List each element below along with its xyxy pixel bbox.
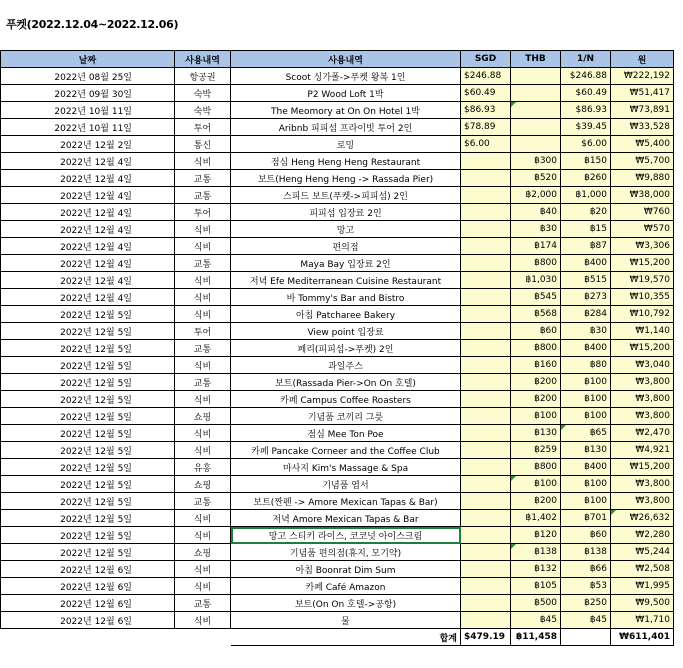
table-row	[1, 374, 674, 391]
per-person-cell[interactable]: ฿250	[561, 595, 611, 612]
date-cell[interactable]: 2022년 12월 5일	[1, 476, 175, 493]
per-person-cell[interactable]: ฿20	[561, 204, 611, 221]
table-row	[1, 238, 674, 255]
table-row	[1, 408, 674, 425]
per-person-cell[interactable]: ฿45	[561, 612, 611, 629]
date-cell[interactable]: 2022년 10월 11일	[1, 102, 175, 119]
thb-cell[interactable]: ฿1,030	[511, 272, 561, 289]
won-cell[interactable]: ₩222,192	[611, 68, 674, 85]
sgd-cell[interactable]: $6.00	[461, 136, 511, 153]
description-cell[interactable]: 카페 Campus Coffee Roasters	[231, 391, 461, 408]
per-person-cell[interactable]: ฿701	[561, 510, 611, 527]
category-cell[interactable]: 식비	[175, 221, 231, 238]
per-person-cell[interactable]: $86.93	[561, 102, 611, 119]
table-row	[1, 119, 674, 136]
per-person-cell[interactable]: ฿138	[561, 544, 611, 561]
table-row	[1, 153, 674, 170]
won-cell[interactable]: ₩3,800	[611, 374, 674, 391]
sgd-cell[interactable]	[461, 323, 511, 340]
total-row	[1, 629, 674, 646]
date-cell[interactable]: 2022년 10월 11일	[1, 119, 175, 136]
won-cell[interactable]: ₩3,800	[611, 391, 674, 408]
won-cell[interactable]: ₩10,355	[611, 289, 674, 306]
header-sgd[interactable]: SGD	[461, 51, 511, 68]
table-row	[1, 221, 674, 238]
thb-cell[interactable]: ฿130	[511, 425, 561, 442]
category-cell[interactable]: 식비	[175, 561, 231, 578]
table-row	[1, 340, 674, 357]
per-person-cell[interactable]: ฿260	[561, 170, 611, 187]
header-category[interactable]: 사용내역	[175, 51, 231, 68]
category-cell[interactable]: 식비	[175, 357, 231, 374]
per-person-cell[interactable]: ฿87	[561, 238, 611, 255]
sgd-cell[interactable]	[461, 442, 511, 459]
table-row	[1, 255, 674, 272]
category-cell[interactable]: 식비	[175, 510, 231, 527]
description-cell[interactable]: The Meomory at On On Hotel 1박	[231, 102, 461, 119]
won-cell[interactable]: ₩5,400	[611, 136, 674, 153]
date-cell[interactable]: 2022년 12월 5일	[1, 408, 175, 425]
won-cell[interactable]: ₩1,995	[611, 578, 674, 595]
thb-cell[interactable]: ฿520	[511, 170, 561, 187]
per-person-cell[interactable]: $60.49	[561, 85, 611, 102]
date-cell[interactable]: 2022년 12월 5일	[1, 306, 175, 323]
header-description[interactable]: 사용내역	[231, 51, 461, 68]
per-person-cell[interactable]: ฿400	[561, 340, 611, 357]
thb-cell[interactable]: ฿60	[511, 323, 561, 340]
per-person-cell[interactable]: $39.45	[561, 119, 611, 136]
thb-cell[interactable]	[511, 136, 561, 153]
description-cell[interactable]: 보트(On On 호텔->공항)	[231, 595, 461, 612]
category-cell[interactable]: 식비	[175, 612, 231, 629]
table-row	[1, 595, 674, 612]
date-cell[interactable]: 2022년 12월 5일	[1, 544, 175, 561]
thb-cell[interactable]	[511, 68, 561, 85]
date-cell[interactable]: 2022년 12월 5일	[1, 391, 175, 408]
category-cell[interactable]: 투어	[175, 204, 231, 221]
won-cell[interactable]: ₩73,891	[611, 102, 674, 119]
thb-cell[interactable]: ฿160	[511, 357, 561, 374]
table-row	[1, 187, 674, 204]
won-cell[interactable]: ₩570	[611, 221, 674, 238]
description-cell[interactable]: 피피섬 입장료 2인	[231, 204, 461, 221]
category-cell[interactable]: 식비	[175, 425, 231, 442]
thb-cell[interactable]: ฿45	[511, 612, 561, 629]
date-cell[interactable]: 2022년 12월 5일	[1, 323, 175, 340]
category-cell[interactable]: 교통	[175, 170, 231, 187]
description-cell[interactable]: 물	[231, 612, 461, 629]
per-person-cell[interactable]: ฿150	[561, 153, 611, 170]
description-cell[interactable]: 기념품 편의점(휴지, 모기약)	[231, 544, 461, 561]
won-cell[interactable]: ₩10,792	[611, 306, 674, 323]
per-person-cell[interactable]: ฿100	[561, 476, 611, 493]
sgd-cell[interactable]	[461, 289, 511, 306]
empty-cell	[175, 629, 231, 646]
category-cell[interactable]: 투어	[175, 119, 231, 136]
description-cell[interactable]: 기념품 엽서	[231, 476, 461, 493]
date-cell[interactable]: 2022년 12월 4일	[1, 187, 175, 204]
per-person-cell[interactable]: ฿65	[561, 425, 611, 442]
thb-cell[interactable]: ฿100	[511, 476, 561, 493]
thb-cell[interactable]	[511, 102, 561, 119]
won-cell[interactable]: ₩15,200	[611, 340, 674, 357]
category-cell[interactable]: 식비	[175, 289, 231, 306]
header-won[interactable]: 원	[611, 51, 674, 68]
won-cell[interactable]: ₩3,800	[611, 493, 674, 510]
description-cell[interactable]: 기념품 코끼리 그릇	[231, 408, 461, 425]
thb-cell[interactable]: ฿500	[511, 595, 561, 612]
description-cell[interactable]: 아침 Patcharee Bakery	[231, 306, 461, 323]
per-person-cell[interactable]: ฿66	[561, 561, 611, 578]
table-row	[1, 102, 674, 119]
description-cell[interactable]: 저녁 Efe Mediterranean Cuisine Restaurant	[231, 272, 461, 289]
category-cell[interactable]: 유흥	[175, 459, 231, 476]
date-cell[interactable]: 2022년 12월 4일	[1, 204, 175, 221]
won-cell[interactable]: ₩19,570	[611, 272, 674, 289]
thb-cell[interactable]: ฿800	[511, 255, 561, 272]
table-row	[1, 323, 674, 340]
sgd-cell[interactable]	[461, 578, 511, 595]
date-cell[interactable]: 2022년 12월 4일	[1, 272, 175, 289]
sgd-cell[interactable]	[461, 391, 511, 408]
table-row	[1, 476, 674, 493]
won-cell[interactable]: ₩51,417	[611, 85, 674, 102]
thb-cell[interactable]: ฿105	[511, 578, 561, 595]
per-person-cell[interactable]: $246.88	[561, 68, 611, 85]
date-cell[interactable]: 2022년 12월 4일	[1, 153, 175, 170]
category-cell[interactable]: 식비	[175, 306, 231, 323]
won-cell[interactable]: ₩3,800	[611, 408, 674, 425]
date-cell[interactable]: 2022년 12월 5일	[1, 442, 175, 459]
thb-cell[interactable]: ฿30	[511, 221, 561, 238]
category-cell[interactable]: 숙박	[175, 85, 231, 102]
sgd-cell[interactable]	[461, 595, 511, 612]
date-cell[interactable]: 2022년 12월 4일	[1, 221, 175, 238]
category-cell[interactable]: 식비	[175, 442, 231, 459]
sgd-cell[interactable]	[461, 561, 511, 578]
thb-cell[interactable]: ฿800	[511, 459, 561, 476]
category-cell[interactable]: 식비	[175, 153, 231, 170]
category-cell[interactable]: 식비	[175, 527, 231, 544]
table-row	[1, 170, 674, 187]
won-cell[interactable]: ₩3,800	[611, 476, 674, 493]
sgd-cell[interactable]: $246.88	[461, 68, 511, 85]
category-cell[interactable]: 교통	[175, 374, 231, 391]
description-cell[interactable]: 스피드 보트(푸켓->피피섬) 2인	[231, 187, 461, 204]
description-cell[interactable]: 저녁 Amore Mexican Tapas & Bar	[231, 510, 461, 527]
description-cell[interactable]: 과일주스	[231, 357, 461, 374]
sgd-cell[interactable]	[461, 221, 511, 238]
won-cell[interactable]: ₩1,140	[611, 323, 674, 340]
per-person-cell[interactable]: ฿100	[561, 408, 611, 425]
sgd-cell[interactable]	[461, 340, 511, 357]
thb-cell[interactable]	[511, 119, 561, 136]
per-person-cell[interactable]: ฿100	[561, 391, 611, 408]
description-cell[interactable]: 망고 스티키 라이스, 코코넛 아이스크림	[231, 527, 461, 544]
table-row	[1, 357, 674, 374]
total-label[interactable]: 합계	[231, 629, 461, 646]
won-cell[interactable]: ₩1,710	[611, 612, 674, 629]
description-cell[interactable]: 보트(Rassada Pier->On On 호텔)	[231, 374, 461, 391]
total-per-person[interactable]	[561, 629, 611, 646]
sgd-cell[interactable]	[461, 306, 511, 323]
sgd-cell[interactable]	[461, 408, 511, 425]
description-cell[interactable]: Scoot 싱가폴->푸켓 왕복 1인	[231, 68, 461, 85]
description-cell[interactable]: 바 Tommy's Bar and Bistro	[231, 289, 461, 306]
category-cell[interactable]: 쇼핑	[175, 408, 231, 425]
sgd-cell[interactable]	[461, 459, 511, 476]
description-cell[interactable]: 점심 Heng Heng Heng Restaurant	[231, 153, 461, 170]
sgd-cell[interactable]	[461, 510, 511, 527]
per-person-cell[interactable]: ฿60	[561, 527, 611, 544]
won-cell[interactable]: ₩2,280	[611, 527, 674, 544]
sgd-cell[interactable]	[461, 425, 511, 442]
sgd-cell[interactable]	[461, 238, 511, 255]
per-person-cell[interactable]: ฿100	[561, 374, 611, 391]
thb-cell[interactable]: ฿259	[511, 442, 561, 459]
table-row	[1, 391, 674, 408]
category-cell[interactable]: 교통	[175, 595, 231, 612]
sheet-title: 푸켓(2022.12.04~2022.12.06)	[6, 18, 179, 31]
table-row	[1, 578, 674, 595]
thb-cell[interactable]: ฿40	[511, 204, 561, 221]
category-cell[interactable]: 교통	[175, 340, 231, 357]
thb-cell[interactable]: ฿568	[511, 306, 561, 323]
category-cell[interactable]: 교통	[175, 255, 231, 272]
category-cell[interactable]: 교통	[175, 187, 231, 204]
per-person-cell[interactable]: ฿100	[561, 493, 611, 510]
won-cell[interactable]: ₩3,040	[611, 357, 674, 374]
table-row	[1, 204, 674, 221]
date-cell[interactable]: 2022년 12월 4일	[1, 255, 175, 272]
date-cell[interactable]: 2022년 12월 6일	[1, 561, 175, 578]
total-thb[interactable]: ฿11,458	[511, 629, 561, 646]
description-cell[interactable]: Maya Bay 입장료 2인	[231, 255, 461, 272]
category-cell[interactable]: 투어	[175, 323, 231, 340]
per-person-cell[interactable]: ฿515	[561, 272, 611, 289]
description-cell[interactable]: 페리(피피섬->푸켓) 2인	[231, 340, 461, 357]
sgd-cell[interactable]	[461, 476, 511, 493]
per-person-cell[interactable]: ฿400	[561, 459, 611, 476]
thb-cell[interactable]: ฿1,402	[511, 510, 561, 527]
description-cell[interactable]: 카페 Pancake Corneer and the Coffee Club	[231, 442, 461, 459]
category-cell[interactable]: 쇼핑	[175, 476, 231, 493]
sgd-cell[interactable]	[461, 527, 511, 544]
description-cell[interactable]: 마사지 Kim's Massage & Spa	[231, 459, 461, 476]
thb-cell[interactable]: ฿2,000	[511, 187, 561, 204]
category-cell[interactable]: 식비	[175, 391, 231, 408]
table-row	[1, 68, 674, 85]
table-row	[1, 561, 674, 578]
thb-cell[interactable]: ฿100	[511, 408, 561, 425]
won-cell[interactable]: ₩4,921	[611, 442, 674, 459]
description-cell[interactable]: 카페 Café Amazon	[231, 578, 461, 595]
thb-cell[interactable]: ฿300	[511, 153, 561, 170]
table-row	[1, 527, 674, 544]
table-row	[1, 272, 674, 289]
thb-cell[interactable]: ฿200	[511, 374, 561, 391]
category-cell[interactable]: 쇼핑	[175, 544, 231, 561]
won-cell[interactable]: ₩5,700	[611, 153, 674, 170]
category-cell[interactable]: 식비	[175, 578, 231, 595]
category-cell[interactable]: 숙박	[175, 102, 231, 119]
won-cell[interactable]: ₩3,306	[611, 238, 674, 255]
thb-cell[interactable]: ฿200	[511, 493, 561, 510]
won-cell[interactable]: ₩26,632	[611, 510, 674, 527]
date-cell[interactable]: 2022년 12월 5일	[1, 493, 175, 510]
header-per-person[interactable]: 1/N	[561, 51, 611, 68]
date-cell[interactable]: 2022년 12월 4일	[1, 289, 175, 306]
won-cell[interactable]: ₩5,244	[611, 544, 674, 561]
date-cell[interactable]: 2022년 12월 5일	[1, 340, 175, 357]
date-cell[interactable]: 2022년 12월 5일	[1, 459, 175, 476]
date-cell[interactable]: 2022년 12월 6일	[1, 612, 175, 629]
table-row	[1, 493, 674, 510]
per-person-cell[interactable]: ฿1,000	[561, 187, 611, 204]
per-person-cell[interactable]: ฿284	[561, 306, 611, 323]
per-person-cell[interactable]: ฿15	[561, 221, 611, 238]
table-row	[1, 459, 674, 476]
date-cell[interactable]: 2022년 12월 5일	[1, 374, 175, 391]
sgd-cell[interactable]	[461, 612, 511, 629]
date-cell[interactable]: 2022년 08월 25일	[1, 68, 175, 85]
won-cell[interactable]: ₩15,200	[611, 459, 674, 476]
date-cell[interactable]: 2022년 12월 5일	[1, 357, 175, 374]
header-row	[1, 51, 674, 68]
thb-cell[interactable]: ฿800	[511, 340, 561, 357]
table-row	[1, 136, 674, 153]
category-cell[interactable]: 통신	[175, 136, 231, 153]
date-cell[interactable]: 2022년 12월 5일	[1, 425, 175, 442]
description-cell[interactable]: 망고	[231, 221, 461, 238]
description-cell[interactable]: 보트(짠펜 -> Amore Mexican Tapas & Bar)	[231, 493, 461, 510]
header-date[interactable]: 날짜	[1, 51, 175, 68]
header-thb[interactable]: THB	[511, 51, 561, 68]
table-row	[1, 85, 674, 102]
category-cell[interactable]: 식비	[175, 238, 231, 255]
empty-cell	[1, 629, 175, 646]
table-row	[1, 306, 674, 323]
description-cell[interactable]: 점심 Mee Ton Poe	[231, 425, 461, 442]
table-row	[1, 612, 674, 629]
description-cell[interactable]: 아침 Boonrat Dim Sum	[231, 561, 461, 578]
thb-cell[interactable]: ฿200	[511, 391, 561, 408]
total-won[interactable]: ₩611,401	[611, 629, 674, 646]
won-cell[interactable]: ₩33,528	[611, 119, 674, 136]
date-cell[interactable]: 2022년 09월 30일	[1, 85, 175, 102]
per-person-cell[interactable]: ฿273	[561, 289, 611, 306]
per-person-cell[interactable]: ฿30	[561, 323, 611, 340]
thb-cell[interactable]: ฿120	[511, 527, 561, 544]
won-cell[interactable]: ₩9,500	[611, 595, 674, 612]
thb-cell[interactable]: ฿174	[511, 238, 561, 255]
per-person-cell[interactable]: ฿80	[561, 357, 611, 374]
won-cell[interactable]: ₩2,470	[611, 425, 674, 442]
per-person-cell[interactable]: $6.00	[561, 136, 611, 153]
date-cell[interactable]: 2022년 12월 5일	[1, 527, 175, 544]
sgd-cell[interactable]	[461, 374, 511, 391]
description-cell[interactable]: 보트(Heng Heng Heng -> Rassada Pier)	[231, 170, 461, 187]
table-row	[1, 510, 674, 527]
date-cell[interactable]: 2022년 12월 5일	[1, 510, 175, 527]
category-cell[interactable]: 항공권	[175, 68, 231, 85]
description-cell[interactable]: 편의점	[231, 238, 461, 255]
description-cell[interactable]: P2 Wood Loft 1박	[231, 85, 461, 102]
per-person-cell[interactable]: ฿53	[561, 578, 611, 595]
table-row	[1, 289, 674, 306]
date-cell[interactable]: 2022년 12월 6일	[1, 578, 175, 595]
won-cell[interactable]: ₩760	[611, 204, 674, 221]
won-cell[interactable]: ₩9,880	[611, 170, 674, 187]
sgd-cell[interactable]	[461, 153, 511, 170]
expense-table	[0, 50, 674, 646]
sgd-cell[interactable]	[461, 170, 511, 187]
won-cell[interactable]: ₩38,000	[611, 187, 674, 204]
description-cell[interactable]: Aribnb 피피섬 프라이빗 투어 2인	[231, 119, 461, 136]
sgd-cell[interactable]	[461, 187, 511, 204]
won-cell[interactable]: ₩2,508	[611, 561, 674, 578]
thb-cell[interactable]: ฿138	[511, 544, 561, 561]
category-cell[interactable]: 식비	[175, 272, 231, 289]
sgd-cell[interactable]: $60.49	[461, 85, 511, 102]
date-cell[interactable]: 2022년 12월 2일	[1, 136, 175, 153]
description-cell[interactable]: View point 입장료	[231, 323, 461, 340]
date-cell[interactable]: 2022년 12월 4일	[1, 170, 175, 187]
table-row	[1, 442, 674, 459]
table-row	[1, 544, 674, 561]
sgd-cell[interactable]	[461, 204, 511, 221]
category-cell[interactable]: 교통	[175, 493, 231, 510]
sgd-cell[interactable]	[461, 493, 511, 510]
thb-cell[interactable]: ฿132	[511, 561, 561, 578]
sgd-cell[interactable]	[461, 255, 511, 272]
sgd-cell[interactable]: $78.89	[461, 119, 511, 136]
date-cell[interactable]: 2022년 12월 4일	[1, 238, 175, 255]
sgd-cell[interactable]: $86.93	[461, 102, 511, 119]
per-person-cell[interactable]: ฿130	[561, 442, 611, 459]
won-cell[interactable]: ₩15,200	[611, 255, 674, 272]
sgd-cell[interactable]	[461, 544, 511, 561]
thb-cell[interactable]	[511, 85, 561, 102]
date-cell[interactable]: 2022년 12월 6일	[1, 595, 175, 612]
total-sgd[interactable]: $479.19	[461, 629, 511, 646]
table-row	[1, 425, 674, 442]
sgd-cell[interactable]	[461, 272, 511, 289]
per-person-cell[interactable]: ฿400	[561, 255, 611, 272]
description-cell[interactable]: 로밍	[231, 136, 461, 153]
thb-cell[interactable]: ฿545	[511, 289, 561, 306]
sgd-cell[interactable]	[461, 357, 511, 374]
